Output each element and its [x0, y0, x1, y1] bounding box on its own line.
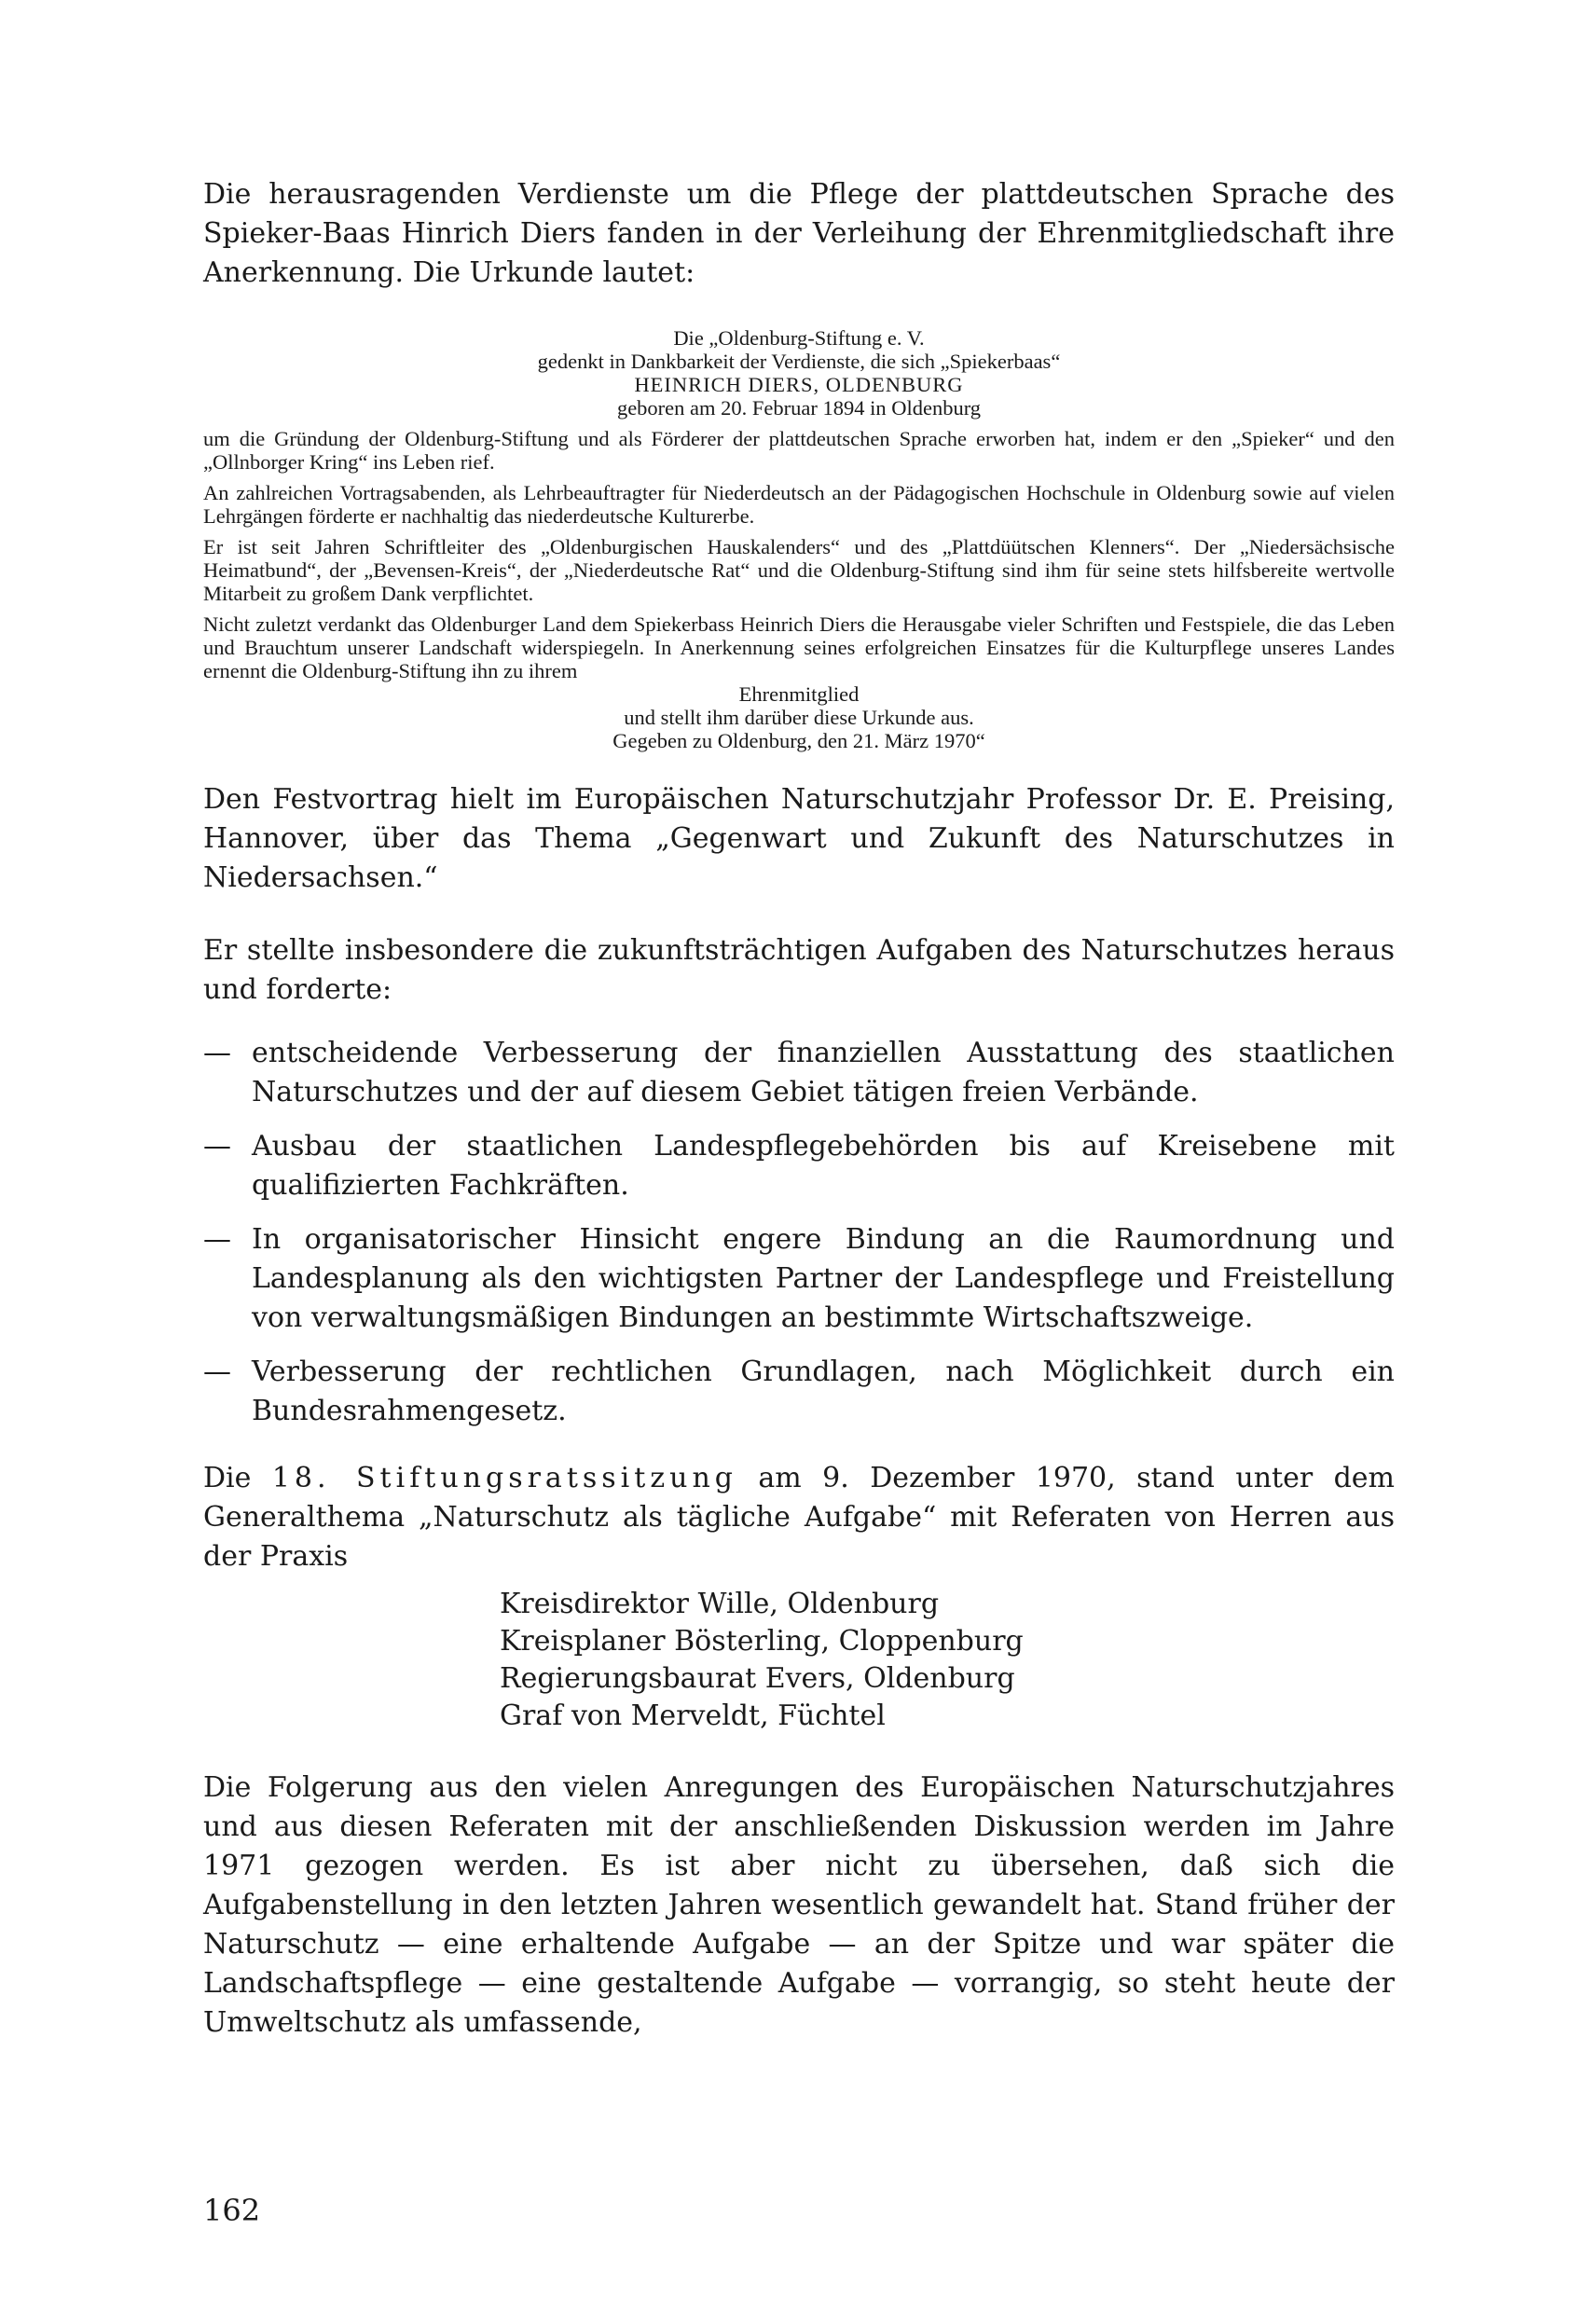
certificate-closing-1: und stellt ihm darüber diese Urkunde aus.	[624, 706, 974, 729]
certificate-paragraph-3: Er ist seit Jahren Schriftleiter des „Oldenburgischen Hauskalenders“ und des „Plattdüütschen Klenners“. Der „Niedersächsische Heimatbund“, der „Bevensen-Kreis“, der „Niederdeutsche Rat“ und die Oldenburg-Stiftung sind ihm für seine stets hilfsbereite wertvolle Mitarbeit zu großem Dank verpflichtet.	[203, 535, 1395, 605]
page-number: 162	[203, 2193, 261, 2228]
speaker-item: Kreisplaner Bösterling, Cloppenburg	[500, 1625, 1024, 1658]
speaker-item: Regierungsbaurat Evers, Oldenburg	[500, 1662, 1015, 1695]
list-item	[203, 1220, 1395, 1338]
certificate-text	[203, 326, 1395, 752]
dash-bullet: —	[203, 1130, 231, 1163]
certificate-paragraph-2: An zahlreichen Vortragsabenden, als Lehrbeauftragter für Niederdeutsch an der Pädagogischen Hochschule in Oldenburg sowie auf vielen Lehrgängen förderte er nachhaltig das niederdeutsche Kulturerbe.	[203, 481, 1395, 528]
certificate-birth-line: geboren am 20. Februar 1894 in Oldenburg	[616, 396, 982, 420]
certificate-honor-title: Ehrenmitglied	[738, 682, 860, 706]
list-item	[203, 1127, 1395, 1205]
demand-text: Ausbau der staatlichen Landespflegebehörden bis auf Kreisebene mit qualifizierten Fachkräften.	[252, 1130, 1395, 1202]
certificate-honoree-name: HEINRICH DIERS, OLDENBURG	[634, 373, 964, 396]
festvortrag-paragraph: Den Festvortrag hielt im Europäischen Naturschutzjahr Professor Dr. E. Preising, Hannover, über das Thema „Gegenwart und Zukunft des Naturschutzes in Niedersachsen.“	[203, 783, 1395, 894]
sitzung-title: 18. Stiftungsratssitzung	[271, 1462, 737, 1494]
list-item	[203, 1353, 1395, 1431]
certificate-line-2: gedenkt in Dankbarkeit der Verdienste, die sich „Spiekerbaas“	[537, 350, 1061, 373]
certificate-line-1: Die „Oldenburg-Stiftung e. V.	[673, 326, 925, 350]
demands-intro: Er stellte insbesondere die zukunftsträchtigen Aufgaben des Naturschutzes heraus und forderte:	[203, 934, 1395, 1006]
dash-bullet: —	[203, 1037, 231, 1069]
demand-text: Verbesserung der rechtlichen Grundlagen, nach Möglichkeit durch ein Bundesrahmengesetz.	[252, 1356, 1395, 1427]
sitzung-post: am 9. Dezember 1970, stand unter dem Generalthema „Naturschutz als tägliche Aufgabe“ mit Referaten von Herren aus der Praxis	[203, 1462, 1396, 1573]
page-body	[203, 175, 1395, 2043]
certificate-paragraph-4: Nicht zuletzt verdankt das Oldenburger Land dem Spiekerbass Heinrich Diers die Herausgabe vieler Schriften und Festspiele, die das Leben und Brauchtum unserer Landschaft widerspiegeln. In Anerkennung seines erfolgreichen Einsatzes für die Kulturpflege unseres Landes ernennt die Oldenburg-Stiftung ihn zu ihrem	[203, 612, 1395, 682]
folgerung-paragraph: Die Folgerung aus den vielen Anregungen des Europäischen Naturschutzjahres und aus diesen Referaten mit der anschließenden Diskussion werden im Jahre 1971 gezogen werden. Es ist aber nicht zu übersehen, daß sich die Aufgabenstellung in den letzten Jahren wesentlich gewandelt hat. Stand früher der Naturschutz — eine erhaltende Aufgabe — an der Spitze und war später die Landschaftspflege — eine gestaltende Aufgabe — vorrangig, so steht heute der Umweltschutz als umfassende,	[203, 1771, 1395, 2039]
intro-paragraph: Die herausragenden Verdienste um die Pflege der plattdeutschen Sprache des Spieker-Baas Hinrich Diers fanden in der Verleihung der Ehrenmitgliedschaft ihre Anerkennung. Die Urkunde lautet:	[203, 178, 1395, 289]
speaker-item: Graf von Merveldt, Füchtel	[500, 1700, 886, 1732]
certificate-closing-2: Gegeben zu Oldenburg, den 21. März 1970“	[612, 729, 985, 752]
list-item	[203, 1034, 1395, 1112]
demand-text: entscheidende Verbesserung der finanziellen Ausstattung des staatlichen Naturschutzes und der auf diesem Gebiet tätigen freien Verbände.	[252, 1037, 1395, 1108]
sitzung-paragraph	[203, 1459, 1395, 1576]
sitzung-pre: Die	[203, 1462, 272, 1494]
certificate-paragraph-1: um die Gründung der Oldenburg-Stiftung und als Förderer der plattdeutschen Sprache erworben hat, indem er den „Spieker“ und den „Ollnborger Kring“ ins Leben rief.	[203, 427, 1395, 474]
demand-text: In organisatorischer Hinsicht engere Bindung an die Raumordnung und Landesplanung als den wichtigsten Partner der Landespflege und Freistellung von verwaltungsmäßigen Bindungen an bestimmte Wirtschaftszweige.	[252, 1223, 1395, 1334]
demands-list	[203, 1034, 1395, 1431]
speaker-item: Kreisdirektor Wille, Oldenburg	[500, 1588, 940, 1620]
dash-bullet: —	[203, 1223, 231, 1256]
speaker-list	[500, 1586, 1395, 1735]
dash-bullet: —	[203, 1356, 231, 1388]
